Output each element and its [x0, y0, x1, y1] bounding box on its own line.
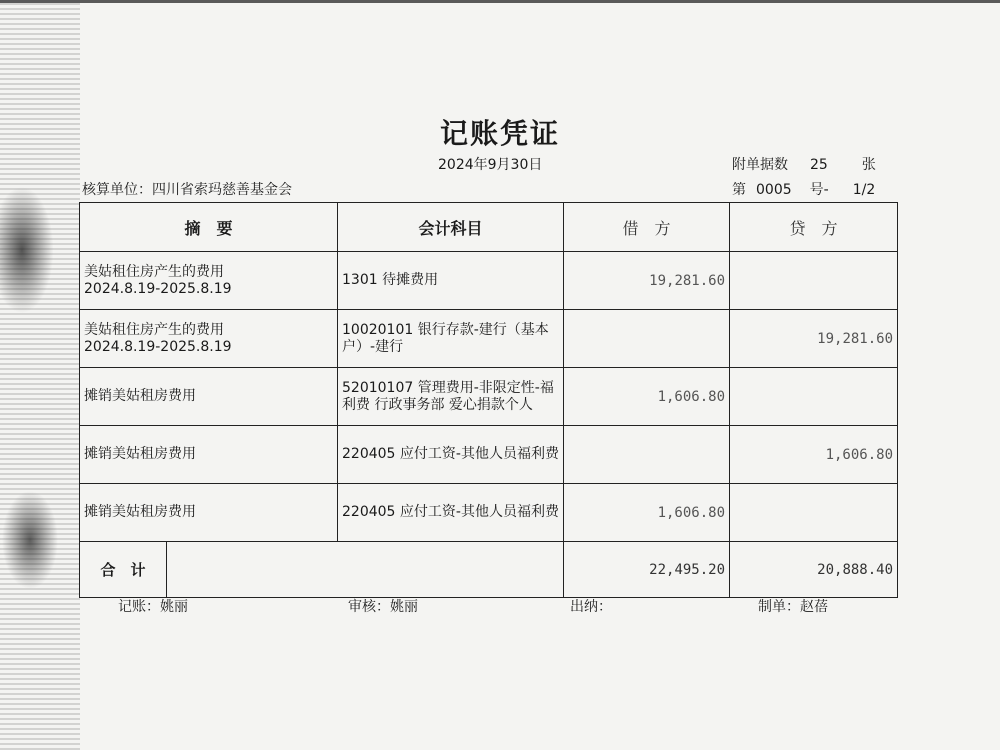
debit-cell: 1,606.80 [564, 484, 730, 542]
reviewer-signature: 审核：姚丽 [348, 599, 418, 615]
table-row [80, 484, 898, 542]
summary-cell: 摊销美姑租房费用 [80, 484, 338, 542]
attachment-info [732, 154, 876, 174]
total-row [80, 542, 898, 598]
total-credit: 20,888.40 [730, 542, 898, 598]
table-row [80, 310, 898, 368]
credit-cell [730, 252, 898, 310]
column-header-summary: 摘 要 [80, 203, 338, 252]
account-cell: 10020101 银行存款-建行（基本户）-建行 [338, 310, 564, 368]
accounting-unit: 核算单位：四川省索玛慈善基金会 [82, 182, 292, 198]
account-cell: 220405 应付工资-其他人员福利费 [338, 426, 564, 484]
table-row [80, 252, 898, 310]
summary-cell [80, 252, 338, 310]
debit-cell: 19,281.60 [564, 252, 730, 310]
account-cell: 1301 待摊费用 [338, 252, 564, 310]
preparer-signature: 制单：赵蓓 [758, 599, 828, 615]
debit-cell: 1,606.80 [564, 368, 730, 426]
attachment-unit: 张 [861, 157, 876, 173]
voucher-number-value: 0005 [756, 182, 792, 198]
total-label: 合 计 [80, 542, 167, 598]
column-header-debit: 借 方 [564, 203, 730, 252]
voucher-date: 2024年9月30日 [438, 157, 543, 173]
scan-top-edge [0, 0, 1000, 3]
total-blank-cell [167, 542, 564, 598]
column-header-credit: 贷 方 [730, 203, 898, 252]
total-debit: 22,495.20 [564, 542, 730, 598]
summary-cell: 摊销美姑租房费用 [80, 426, 338, 484]
voucher-table [79, 202, 898, 598]
voucher-page: 1/2 [852, 182, 876, 198]
summary-cell [80, 310, 338, 368]
summary-cell: 摊销美姑租房费用 [80, 368, 338, 426]
debit-cell [564, 310, 730, 368]
table-header-row [80, 203, 898, 252]
voucher-prefix: 第 [732, 182, 746, 198]
voucher-title: 记账凭证 [439, 117, 560, 150]
credit-cell [730, 368, 898, 426]
debit-cell [564, 426, 730, 484]
account-cell: 52010107 管理费用-非限定性-福利费 行政事务部 爱心捐款个人 [338, 368, 564, 426]
column-header-account: 会计科目 [338, 203, 564, 252]
voucher-number [732, 179, 875, 199]
attachment-label: 附单据数 [732, 157, 788, 173]
cashier-signature: 出纳： [570, 599, 612, 615]
bookkeeper-signature: 记账：姚丽 [118, 599, 188, 615]
credit-cell: 19,281.60 [730, 310, 898, 368]
summary-text: 美姑租住房产生的费用 2024.8.19-2025.8.19 [84, 321, 232, 355]
table-row [80, 426, 898, 484]
summary-text: 美姑租住房产生的费用 2024.8.19-2025.8.19 [84, 263, 232, 297]
account-cell: 220405 应付工资-其他人员福利费 [338, 484, 564, 542]
credit-cell: 1,606.80 [730, 426, 898, 484]
attachment-count: 25 [810, 157, 828, 173]
table-row [80, 368, 898, 426]
voucher-suffix: 号- [809, 182, 829, 198]
credit-cell [730, 484, 898, 542]
